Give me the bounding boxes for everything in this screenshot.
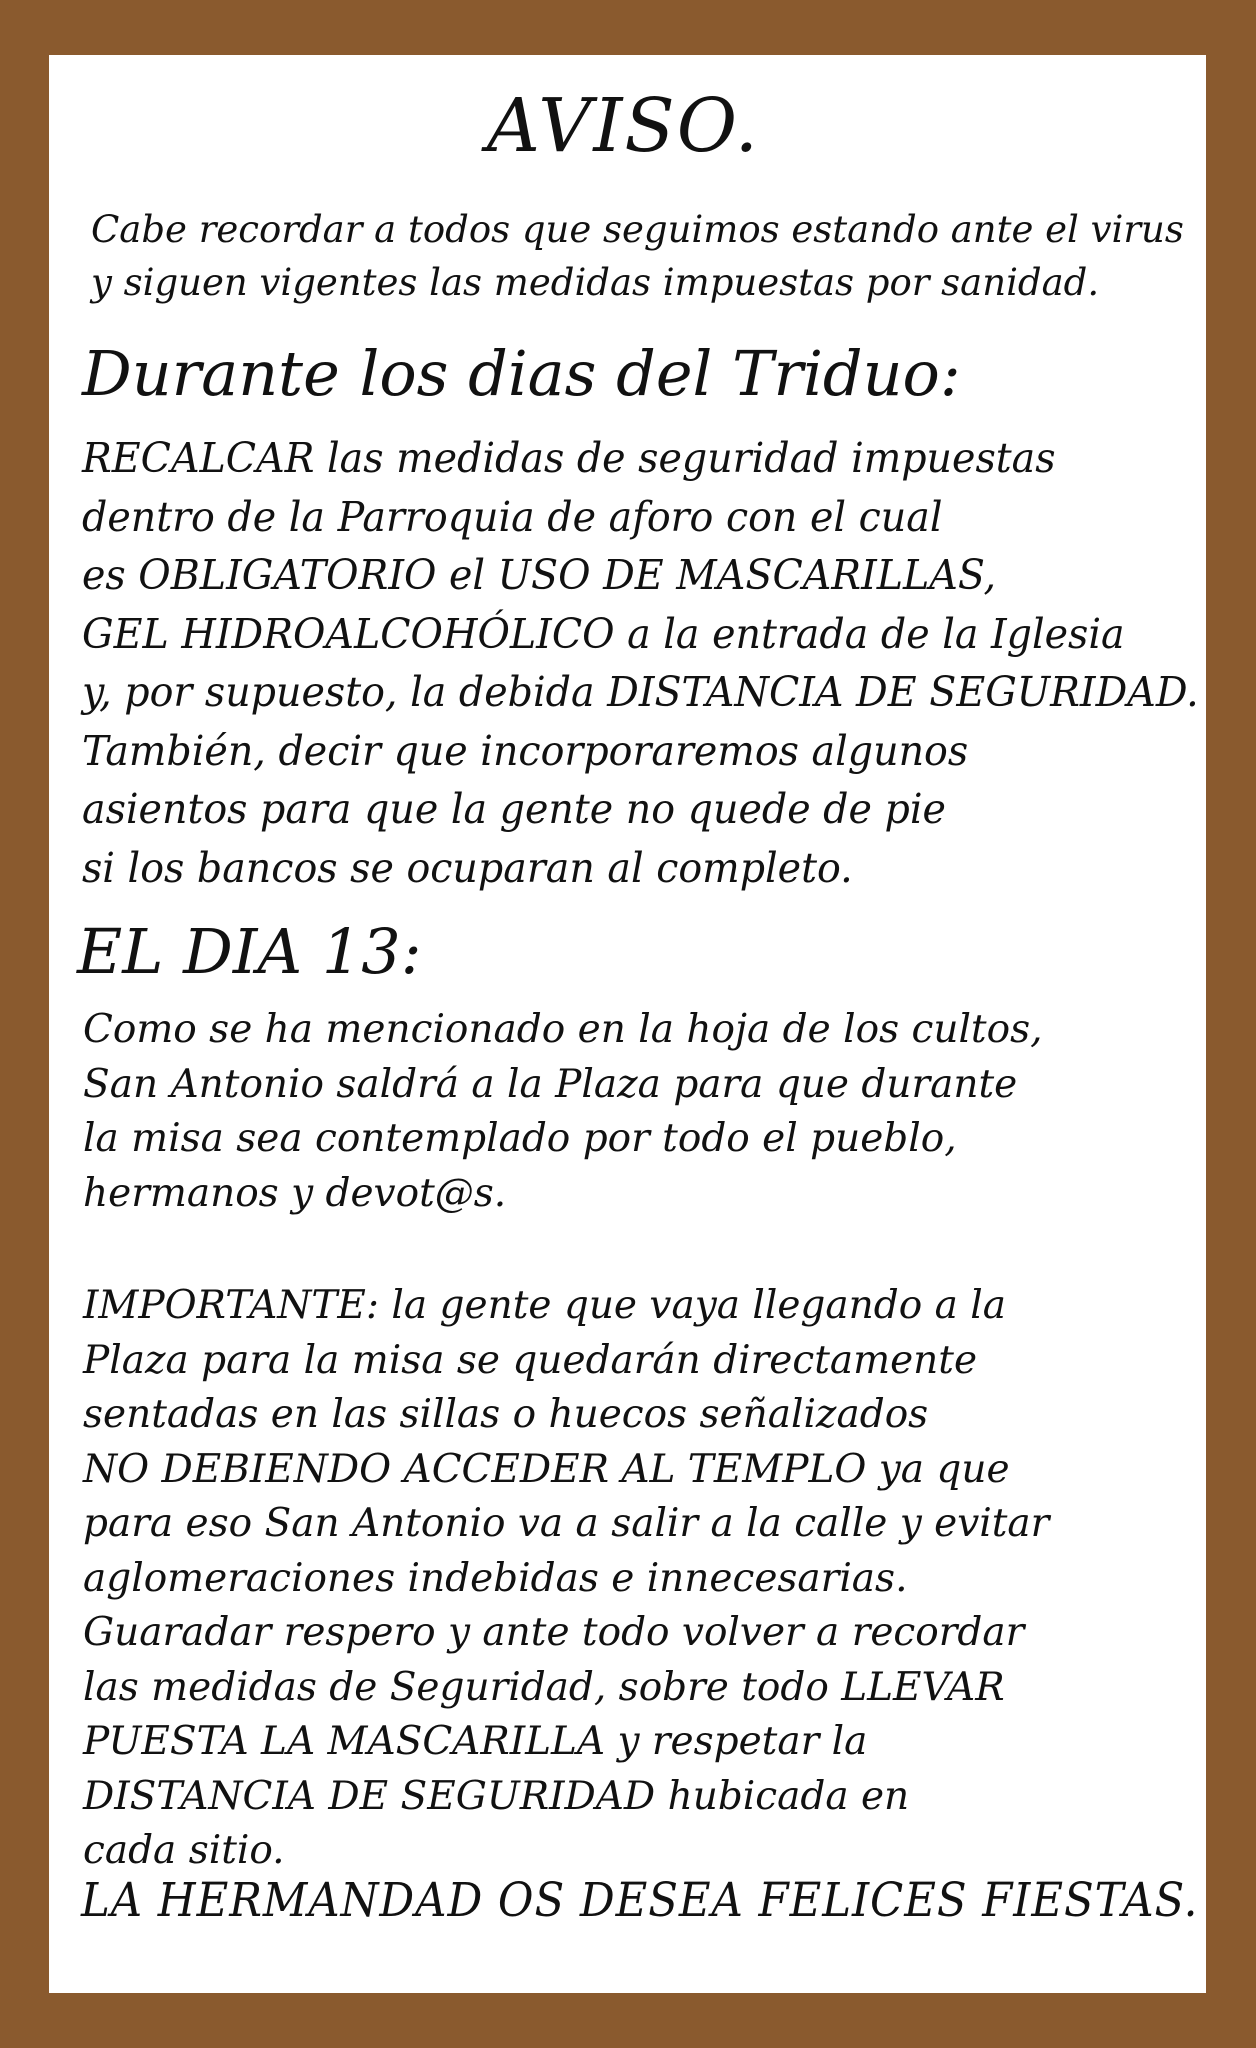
- important-line: cada sitio.: [83, 1828, 285, 1873]
- important-line: PUESTA LA MASCARILLA y respetar la: [83, 1719, 868, 1764]
- important-line: Plaza para la misa se quedarán directamente: [83, 1337, 978, 1383]
- triduo-line: si los bancos se ocuparan al completo.: [82, 843, 853, 892]
- triduo-line: asientos para que la gente no quede de pie: [82, 785, 946, 833]
- important-line: NO DEBIENDO ACCEDER AL TEMPLO ya que: [83, 1446, 1010, 1492]
- closing-message: LA HERMANDAD OS DESEA FELICES FIESTAS.: [81, 1873, 1199, 1928]
- dia13-line: San Antonio saldrá a la Plaza para que durante: [83, 1061, 1018, 1107]
- triduo-line: También, decir que incorporaremos algunos: [82, 726, 969, 775]
- triduo-line: dentro de la Parroquia de aforo con el cual: [82, 492, 943, 541]
- triduo-line: y, por supuesto, la debida DISTANCIA DE SEGURIDAD.: [82, 668, 1199, 716]
- dia13-line: hermanos y devot@s.: [83, 1170, 507, 1216]
- triduo-heading: Durante los dias del Triduo:: [82, 337, 961, 410]
- important-line: sentadas en las sillas o huecos señalizados: [83, 1392, 929, 1437]
- notice-title: AVISO.: [486, 83, 760, 169]
- triduo-line: GEL HIDROALCOHÓLICO a la entrada de la Iglesia: [82, 609, 1125, 658]
- triduo-paragraph: [82, 429, 1199, 897]
- important-line: IMPORTANTE: la gente que vaya llegando a la: [83, 1283, 1006, 1328]
- dia13-heading: EL DIA 13:: [77, 915, 422, 988]
- intro-line: y siguen vigentes las medidas impuestas por sanidad.: [91, 261, 1100, 304]
- important-line: aglomeraciones indebidas e innecesarias.: [83, 1555, 908, 1601]
- dia13-line: Como se ha mencionado en la hoja de los cultos,: [83, 1007, 1043, 1052]
- important-paragraph: [83, 1279, 1049, 1879]
- important-line: Guaradar respero y ante todo volver a recordar: [83, 1610, 1025, 1655]
- dia13-paragraph: [83, 1003, 1042, 1221]
- intro-paragraph: [91, 203, 1184, 309]
- intro-line: Cabe recordar a todos que seguimos estando ante el virus: [91, 208, 1184, 251]
- important-line: para eso San Antonio va a salir a la calle y evitar: [83, 1501, 1050, 1546]
- important-line: las medidas de Seguridad, sobre todo LLEVAR: [83, 1664, 1005, 1710]
- important-line: DISTANCIA DE SEGURIDAD hubicada en: [83, 1773, 910, 1819]
- notice-sheet: [49, 55, 1206, 1993]
- dia13-line: la misa sea contemplado por todo el pueblo,: [83, 1116, 957, 1161]
- triduo-line: es OBLIGATORIO el USO DE MASCARILLAS,: [82, 551, 997, 599]
- triduo-line: RECALCAR las medidas de seguridad impuestas: [82, 434, 1056, 482]
